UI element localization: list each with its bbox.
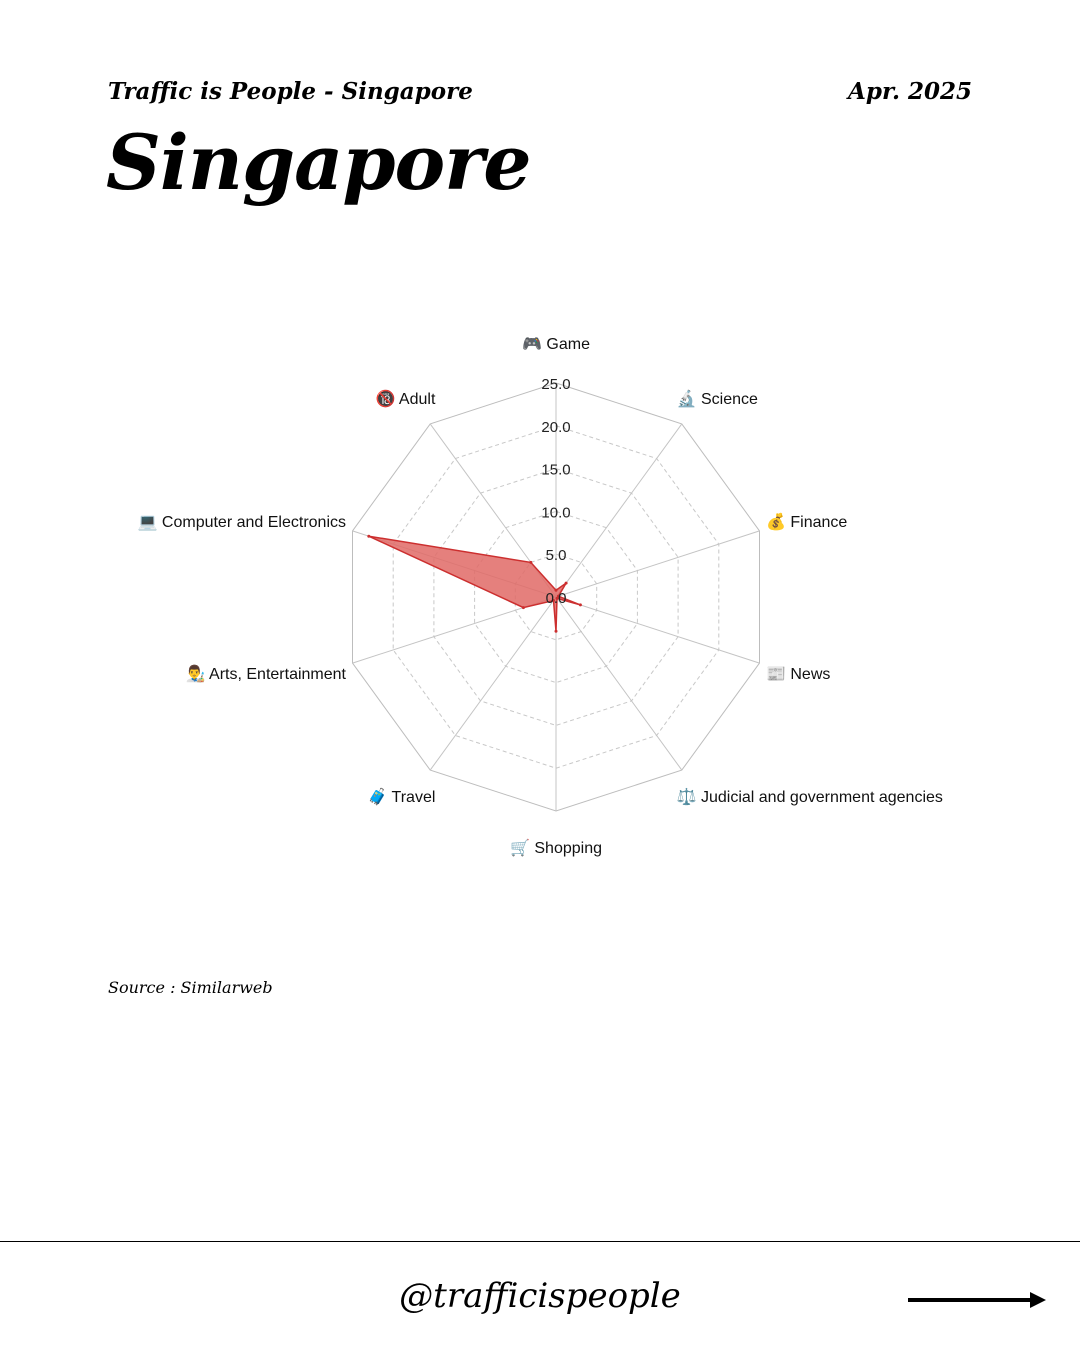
radar-spoke [556,597,760,663]
radar-spoke [556,424,682,597]
radar-tick-label: 20.0 [541,418,571,436]
category-emoji-icon: 💻 [137,514,162,531]
report-date: Apr. 2025 [848,78,972,105]
social-handle: @trafficispeople [399,1276,681,1316]
radar-tick-label: 10.0 [541,504,571,522]
category-label: Game [546,336,590,353]
category-emoji-icon: 🧳 [367,789,392,806]
radar-axis-label [186,664,347,683]
category-label: Computer and Electronics [161,514,346,531]
footer-divider [0,1241,1080,1242]
radar-point [529,561,532,564]
radar-spoke [430,597,556,770]
category-label: Judicial and government agencies [700,789,943,806]
radar-point [522,606,525,609]
category-label: Adult [398,391,436,408]
category-emoji-icon: 🛒 [510,840,535,857]
radar-tick-label: 15.0 [541,461,571,479]
radar-tick-label: 25.0 [541,376,571,393]
category-emoji-icon: ⚖️ [676,789,701,806]
radar-axis-label [766,512,847,531]
category-emoji-icon: 👨‍🎨 [185,666,210,683]
page-title: Singapore [106,118,531,207]
radar-axis-label [522,336,590,353]
category-emoji-icon: 🔬 [676,391,701,408]
radar-axis-label [677,389,758,408]
radar-point [555,630,558,633]
radar-point [565,582,568,585]
radar-spoke [556,597,682,770]
radar-axis-label [375,389,436,408]
radar-axis-label [510,838,602,857]
radar-tick-label: 0.0 [545,590,567,607]
radar-point [579,603,582,606]
radar-axis-label [677,787,943,806]
radar-axis-label [138,514,346,531]
arrow-right-icon[interactable] [906,1288,1048,1312]
series-title: Traffic is People - Singapore [108,78,473,105]
category-label: Science [700,391,758,408]
category-emoji-icon: 🎮 [522,336,547,353]
category-label: Arts, Entertainment [209,666,346,683]
category-emoji-icon: 💰 [766,514,791,531]
source-note: Source : Similarweb [108,978,273,997]
category-label: News [790,666,831,683]
category-label: Finance [790,514,848,531]
category-emoji-icon: 🔞 [375,391,399,408]
category-emoji-icon: 📰 [766,666,791,683]
radar-tick-label: 5.0 [545,547,567,565]
radar-point [367,535,370,538]
category-label: Travel [391,789,436,806]
radar-axis-label [367,787,435,806]
radar-spoke [556,531,760,597]
radar-axis-label [766,666,830,683]
category-label: Shopping [534,840,602,857]
